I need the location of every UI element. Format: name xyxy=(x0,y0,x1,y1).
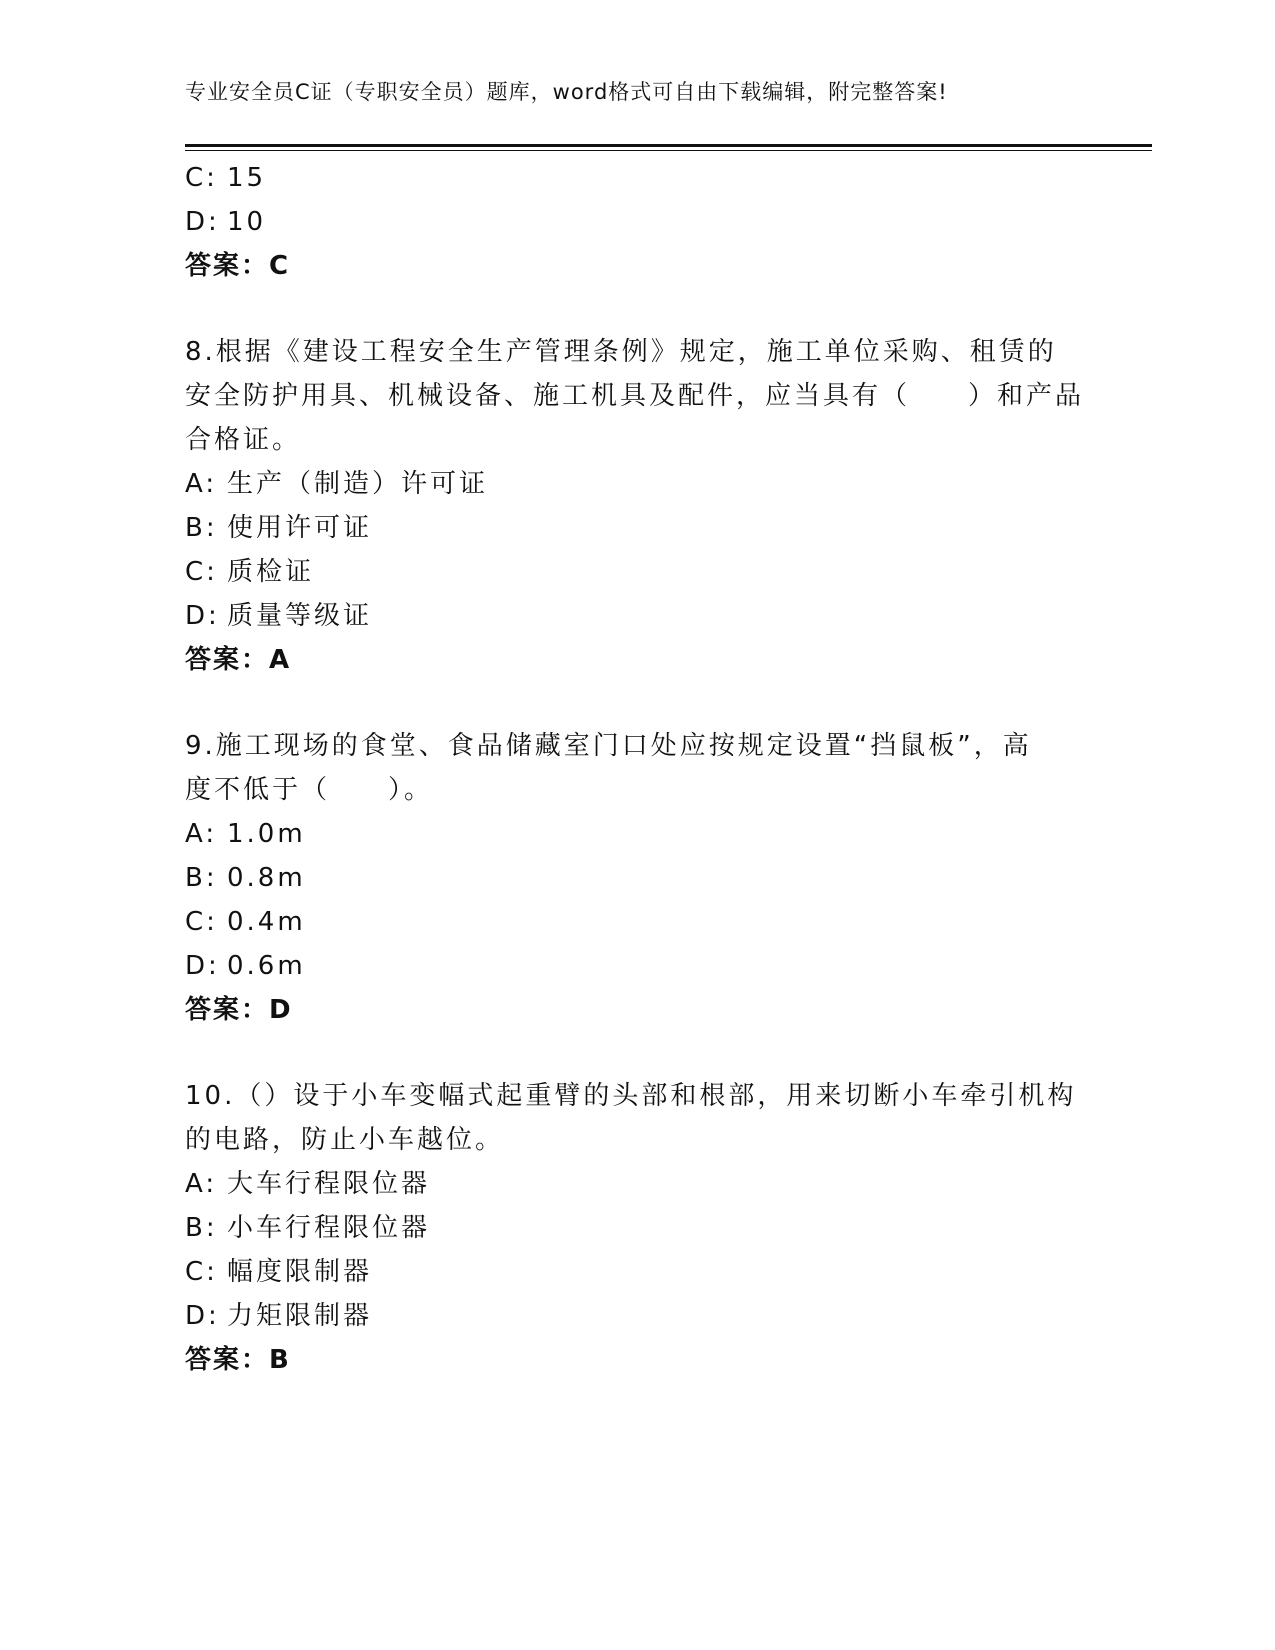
option-text: 15 xyxy=(227,163,267,193)
option-label: D: xyxy=(185,1301,220,1331)
q8-text-line-2: 安全防护用具、机械设备、施工机具及配件，应当具有（ ）和产品 xyxy=(185,381,1085,411)
q10-option-d xyxy=(185,1301,372,1331)
option-label: B: xyxy=(185,863,218,893)
q8-option-d xyxy=(185,601,372,631)
page-header: 专业安全员C证（专职安全员）题库，word格式可自由下载编辑，附完整答案! xyxy=(185,80,948,104)
option-label: C: xyxy=(185,163,218,193)
q9-option-a xyxy=(185,819,306,849)
option-label: C: xyxy=(185,557,218,587)
q8-option-a xyxy=(185,469,488,499)
header-rule-thick xyxy=(185,144,1152,147)
q10-text-line-2: 的电路，防止小车越位。 xyxy=(185,1125,505,1155)
option-label: B: xyxy=(185,513,218,543)
option-label: B: xyxy=(185,1213,218,1243)
option-text: 使用许可证 xyxy=(227,513,373,543)
option-label: A: xyxy=(185,1169,218,1199)
option-text: 0.4m xyxy=(227,907,306,937)
option-text: 生产（制造）许可证 xyxy=(227,469,489,499)
q9-option-b xyxy=(185,863,306,893)
header-rule-thin xyxy=(185,150,1152,151)
option-text: 1.0m xyxy=(227,819,306,849)
q8-option-b xyxy=(185,513,372,543)
option-text: 0.6m xyxy=(227,951,306,981)
option-text: 0.8m xyxy=(227,863,306,893)
q10-text-line-1: 10.（）设于小车变幅式起重臂的头部和根部，用来切断小车牵引机构 xyxy=(185,1081,1077,1111)
q10-option-c xyxy=(185,1257,372,1287)
option-text: 10 xyxy=(227,207,267,237)
option-text: 质量等级证 xyxy=(227,601,373,631)
q8-answer: 答案：A xyxy=(185,645,292,675)
q10-answer: 答案：B xyxy=(185,1345,291,1375)
q9-option-c xyxy=(185,907,306,937)
option-label: D: xyxy=(185,601,220,631)
option-text: 力矩限制器 xyxy=(227,1301,373,1331)
q9-answer: 答案：D xyxy=(185,995,293,1025)
option-text: 大车行程限位器 xyxy=(227,1169,431,1199)
option-text: 小车行程限位器 xyxy=(227,1213,431,1243)
q9-option-d xyxy=(185,951,306,981)
q9-text-line-1: 9.施工现场的食堂、食品储藏室门口处应按规定设置“挡鼠板”，高 xyxy=(185,731,1032,761)
option-text: 幅度限制器 xyxy=(227,1257,373,1287)
option-label: D: xyxy=(185,207,220,237)
q9-text-line-2: 度不低于（ ）。 xyxy=(185,775,434,805)
option-label: D: xyxy=(185,951,220,981)
q7-option-d xyxy=(185,207,266,237)
q7-option-c xyxy=(185,163,266,193)
q10-option-a xyxy=(185,1169,430,1199)
q8-text-line-3: 合格证。 xyxy=(185,425,302,455)
q7-answer: 答案：C xyxy=(185,251,291,281)
option-label: C: xyxy=(185,907,218,937)
option-label: A: xyxy=(185,469,218,499)
option-text: 质检证 xyxy=(227,557,315,587)
q8-text-line-1: 8.根据《建设工程安全生产管理条例》规定，施工单位采购、租赁的 xyxy=(185,337,1057,367)
option-label: A: xyxy=(185,819,218,849)
q8-option-c xyxy=(185,557,314,587)
option-label: C: xyxy=(185,1257,218,1287)
q10-option-b xyxy=(185,1213,430,1243)
